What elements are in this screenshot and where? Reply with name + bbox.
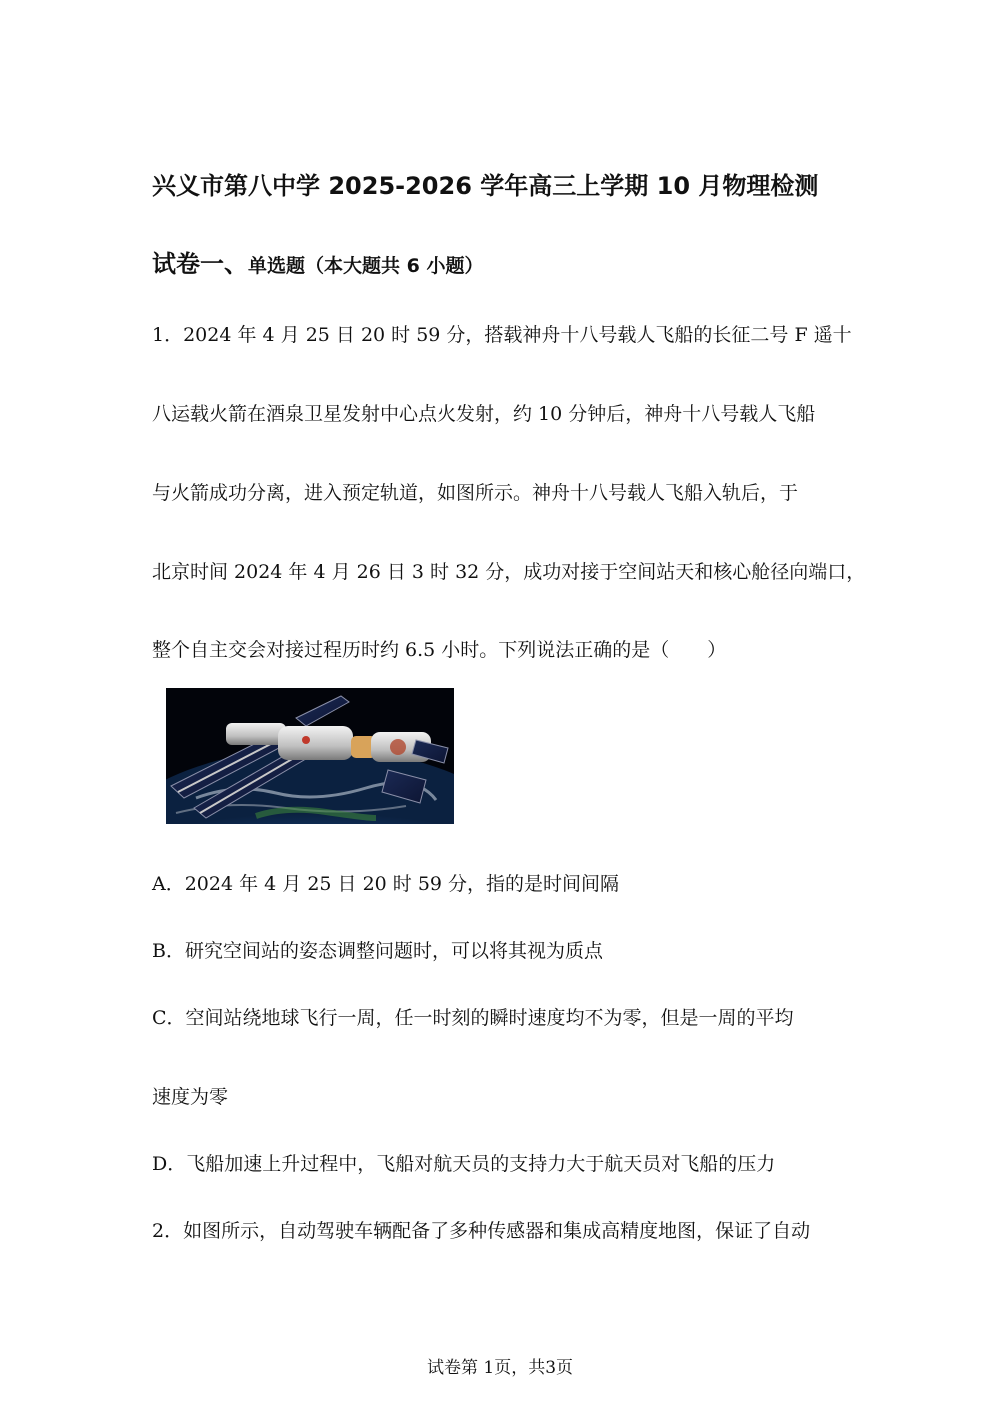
question-1-stem-line: 八运载火箭在酒泉卫星发射中心点火发射，约 10 分钟后，神舟十八号载人飞船 [152, 403, 816, 425]
option-a: A．2024 年 4 月 25 日 20 时 59 分，指的是时间间隔 [152, 873, 620, 895]
exam-title [152, 168, 892, 204]
question-2-stem-line: 2．如图所示，自动驾驶车辆配备了多种传感器和集成高精度地图，保证了自动 [152, 1220, 811, 1242]
question-1-stem-line: 1．2024 年 4 月 25 日 20 时 59 分，搭载神舟十八号载人飞船的长征二号 F 遥十 [152, 324, 852, 346]
option-b: B．研究空间站的姿态调整问题时，可以将其视为质点 [152, 940, 603, 962]
section-lead: 试卷一、 [152, 250, 248, 278]
page-footer: 试卷第 1页，共3页 [426, 1358, 574, 1378]
option-c-continued: 速度为零 [152, 1086, 229, 1108]
exam-title-text: 兴义市第八中学 2025-2026 学年高三上学期 10 月物理检测 [152, 172, 819, 200]
section-title: 单选题（本大题共 6 小题） [248, 255, 484, 277]
question-1-stem-line: 北京时间 2024 年 4 月 26 日 3 时 32 分，成功对接于空间站天和核心舱径向端口， [152, 561, 866, 583]
option-d: D．飞船加速上升过程中，飞船对航天员的支持力大于航天员对飞船的压力 [152, 1153, 776, 1175]
section-heading [152, 244, 483, 279]
question-1-stem-line: 整个自主交会对接过程历时约 6.5 小时。下列说法正确的是（ ） [152, 639, 727, 661]
question-1-stem-line: 与火箭成功分离，进入预定轨道，如图所示。神舟十八号载人飞船入轨后，于 [152, 482, 799, 504]
option-c: C．空间站绕地球飞行一周，任一时刻的瞬时速度均不为零，但是一周的平均 [152, 1007, 794, 1029]
space-station-image [166, 688, 454, 824]
